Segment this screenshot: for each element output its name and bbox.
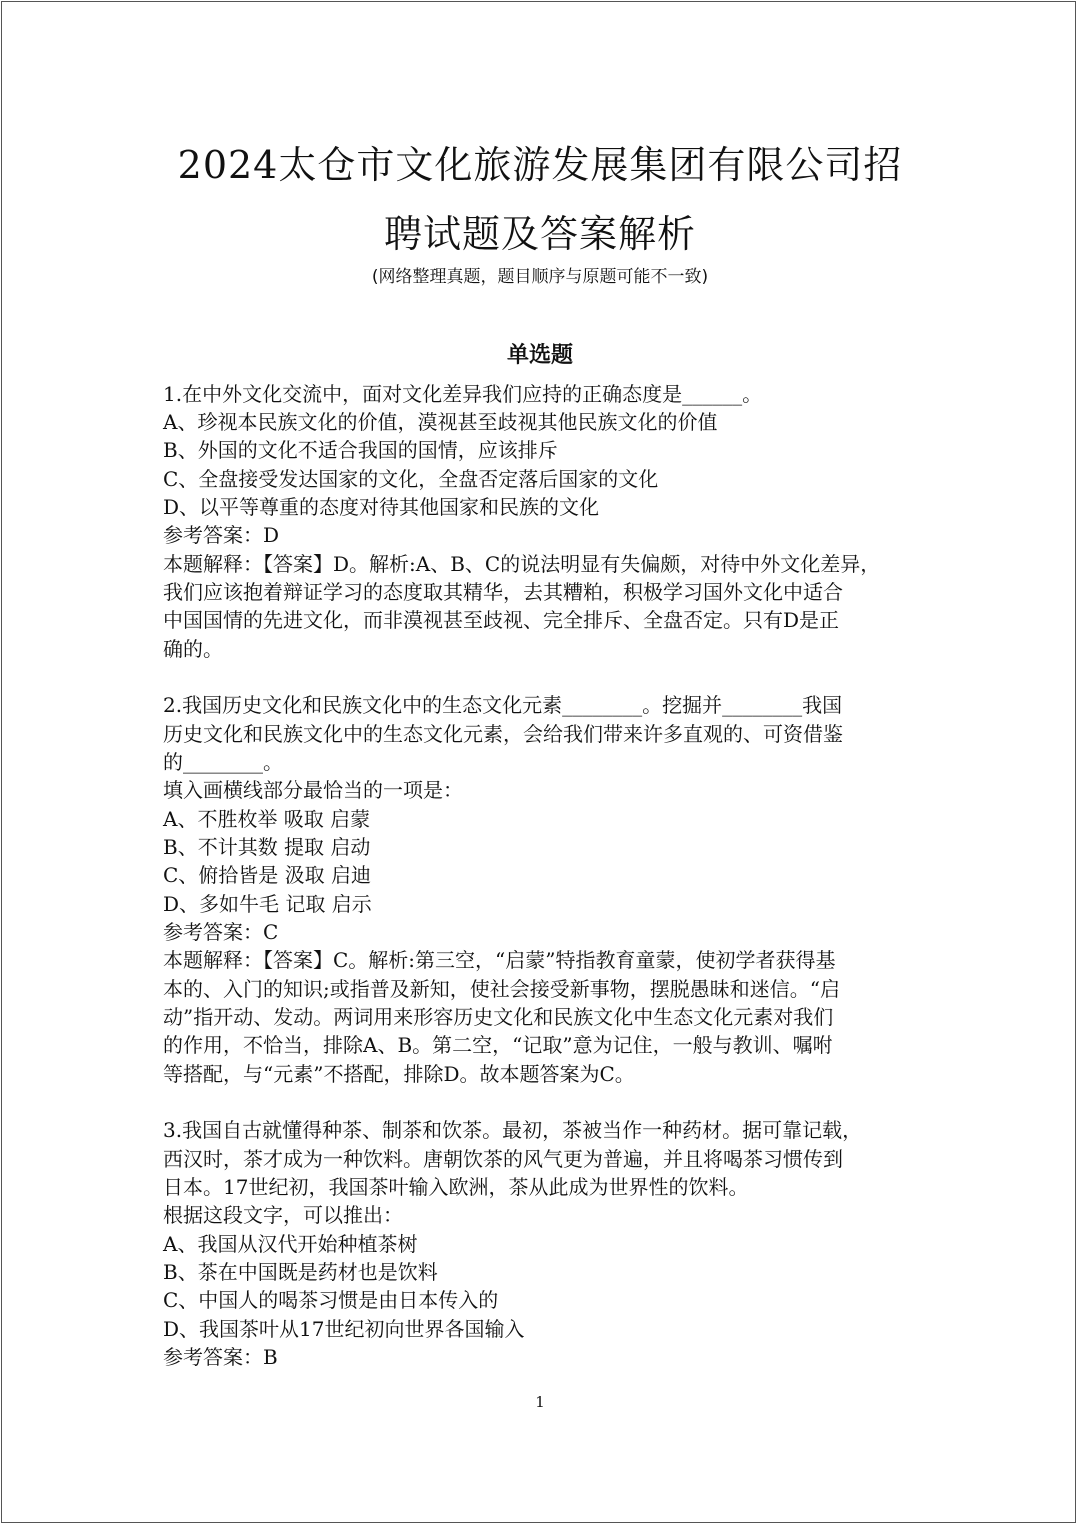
document-title-line-2: 聘试题及答案解析 (383, 212, 696, 256)
q3-option-d: D、我国茶叶从17世纪初向世界各国输入 (163, 1317, 525, 1341)
q2-explanation-line: 的作用，不恰当，排除A、B。第二空，“记取”意为记住，一般与教训、嘱咐 (163, 1033, 833, 1057)
q2-option-c: C、俯拾皆是 汲取 启迪 (163, 863, 372, 887)
document-subtitle: (网络整理真题，题目顺序与原题可能不一致) (371, 267, 709, 287)
q2-stem-line: 历史文化和民族文化中的生态文化元素，会给我们带来许多直观的、可资借鉴 (163, 722, 843, 746)
q1-option-d: D、以平等尊重的态度对待其他国家和民族的文化 (163, 495, 600, 519)
q3-option-b: B、茶在中国既是药材也是饮料 (163, 1260, 438, 1284)
q2-stem-line: 的________。 (163, 750, 283, 774)
q1-option-b: B、外国的文化不适合我国的国情，应该排斥 (163, 438, 558, 462)
q2-option-b: B、不计其数 提取 启动 (163, 835, 371, 859)
q1-stem: 1.在中外文化交流中，面对文化差异我们应持的正确态度是______。 (163, 382, 763, 406)
q1-explanation-line: 确的。 (163, 637, 223, 661)
q2-stem-line: 2.我国历史文化和民族文化中的生态文化元素________。挖掘并________我国 (163, 693, 843, 717)
q1-answer: 参考答案：D (163, 523, 280, 547)
q1-explanation-line: 本题解释：【答案】D。解析:A、B、C的说法明显有失偏颇，对待中外文化差异， (163, 552, 881, 576)
section-title: 单选题 (506, 342, 573, 368)
q2-prompt: 填入画横线部分最恰当的一项是： (163, 778, 463, 802)
q3-option-a: A、我国从汉代开始种植茶树 (163, 1232, 418, 1256)
q3-answer: 参考答案：B (163, 1345, 278, 1369)
q2-option-d: D、多如牛毛 记取 启示 (163, 892, 372, 916)
q1-explanation-line: 我们应该抱着辩证学习的态度取其精华，去其糟粕，积极学习国外文化中适合 (163, 580, 843, 604)
q2-explanation-line: 本的、入门的知识;或指普及新知，使社会接受新事物，摆脱愚昧和迷信。“启 (163, 977, 840, 1001)
q3-option-c: C、中国人的喝茶习惯是由日本传入的 (163, 1288, 499, 1312)
q1-option-c: C、全盘接受发达国家的文化，全盘否定落后国家的文化 (163, 467, 659, 491)
page-number: 1 (535, 1393, 545, 1411)
q2-answer: 参考答案：C (163, 920, 279, 944)
q2-explanation-line: 等搭配，与“元素”不搭配，排除D。故本题答案为C。 (163, 1062, 635, 1086)
document-title-line-1: 2024太仓市文化旅游发展集团有限公司招 (177, 143, 903, 187)
q1-explanation-line: 中国国情的先进文化，而非漠视甚至歧视、完全排斥、全盘否定。只有D是正 (163, 608, 840, 632)
q2-option-a: A、不胜枚举 吸取 启蒙 (163, 807, 371, 831)
q2-explanation-line: 动”指开动、发动。两词用来形容历史文化和民族文化中生态文化元素对我们 (163, 1005, 834, 1029)
q2-explanation-line: 本题解释：【答案】C。解析:第三空，“启蒙”特指教育童蒙，使初学者获得基 (163, 948, 836, 972)
q3-stem-line: 日本。17世纪初，我国茶叶输入欧洲，茶从此成为世界性的饮料。 (163, 1175, 749, 1199)
q1-option-a: A、珍视本民族文化的价值，漠视甚至歧视其他民族文化的价值 (163, 410, 718, 434)
q3-prompt: 根据这段文字，可以推出： (163, 1203, 403, 1227)
q3-stem-line: 3.我国自古就懂得种茶、制茶和饮茶。最初，茶被当作一种药材。据可靠记载， (163, 1118, 863, 1142)
q3-stem-line: 西汉时，茶才成为一种饮料。唐朝饮茶的风气更为普遍，并且将喝茶习惯传到 (163, 1147, 843, 1171)
